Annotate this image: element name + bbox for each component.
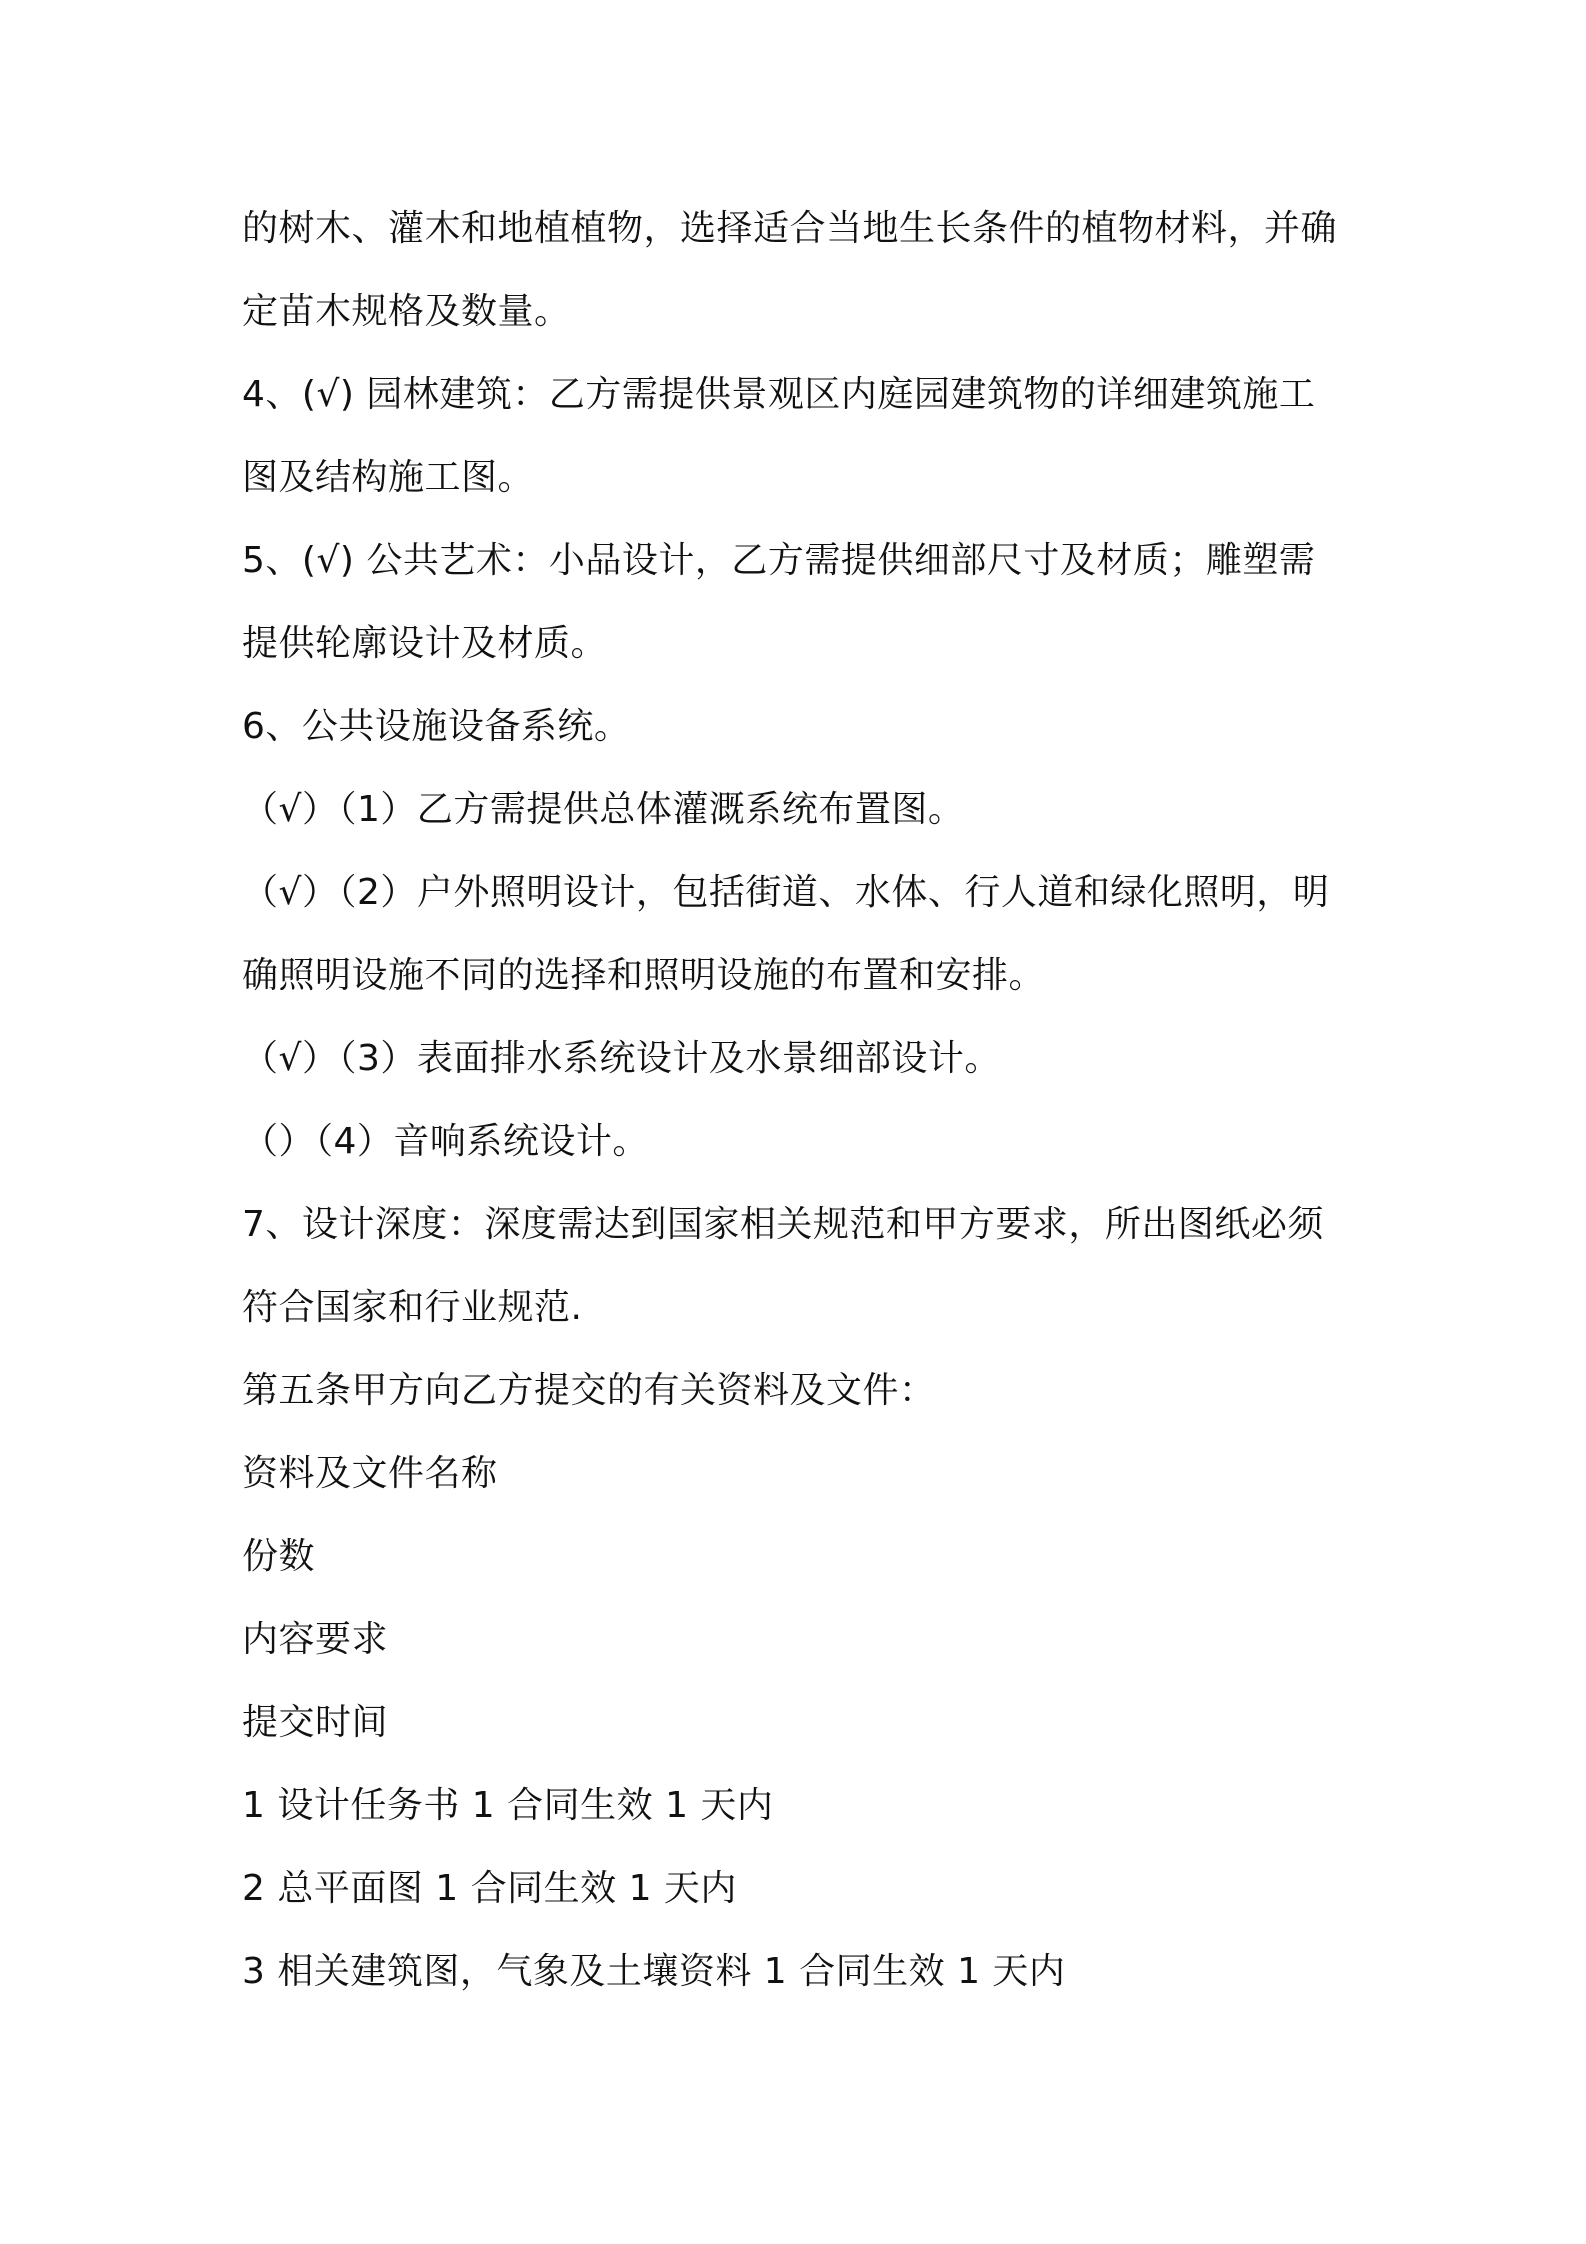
paragraph-line: 份数	[242, 1536, 316, 1577]
paragraph-line: 确照明设施不同的选择和照明设施的布置和安排。	[242, 955, 1046, 996]
paragraph-line: 7、设计深度：深度需达到国家相关规范和甲方要求，所出图纸必须	[242, 1204, 1324, 1245]
paragraph-line: 内容要求	[242, 1619, 389, 1660]
paragraph-line: 6、公共设施设备系统。	[242, 706, 631, 747]
paragraph-line: 4、(√) 园林建筑：乙方需提供景观区内庭园建筑物的详细建筑施工	[242, 374, 1316, 415]
paragraph-line: （√）（2）户外照明设计，包括街道、水体、行人道和绿化照明，明	[242, 872, 1330, 913]
paragraph-line: 定苗木规格及数量。	[242, 291, 571, 332]
paragraph-line: 资料及文件名称	[242, 1453, 498, 1494]
paragraph-line: （√）（3）表面排水系统设计及水景细部设计。	[242, 1038, 1001, 1079]
paragraph-line: （）（4）音响系统设计。	[242, 1121, 649, 1162]
paragraph-line: 符合国家和行业规范.	[242, 1287, 583, 1328]
paragraph-line: （√）（1）乙方需提供总体灌溉系统布置图。	[242, 789, 965, 830]
paragraph-line: 图及结构施工图。	[242, 457, 535, 498]
paragraph-line: 提交时间	[242, 1702, 389, 1743]
paragraph-line: 3 相关建筑图，气象及土壤资料 1 合同生效 1 天内	[242, 1951, 1066, 1992]
paragraph-line: 1 设计任务书 1 合同生效 1 天内	[242, 1785, 774, 1826]
paragraph-line: 的树木、灌木和地植植物，选择适合当地生长条件的植物材料，并确	[242, 208, 1338, 249]
paragraph-line: 5、(√) 公共艺术：小品设计，乙方需提供细部尺寸及材质；雕塑需	[242, 540, 1316, 581]
paragraph-line: 提供轮廓设计及材质。	[242, 623, 608, 664]
paragraph-line: 2 总平面图 1 合同生效 1 天内	[242, 1868, 737, 1909]
paragraph-line: 第五条甲方向乙方提交的有关资料及文件：	[242, 1370, 936, 1411]
